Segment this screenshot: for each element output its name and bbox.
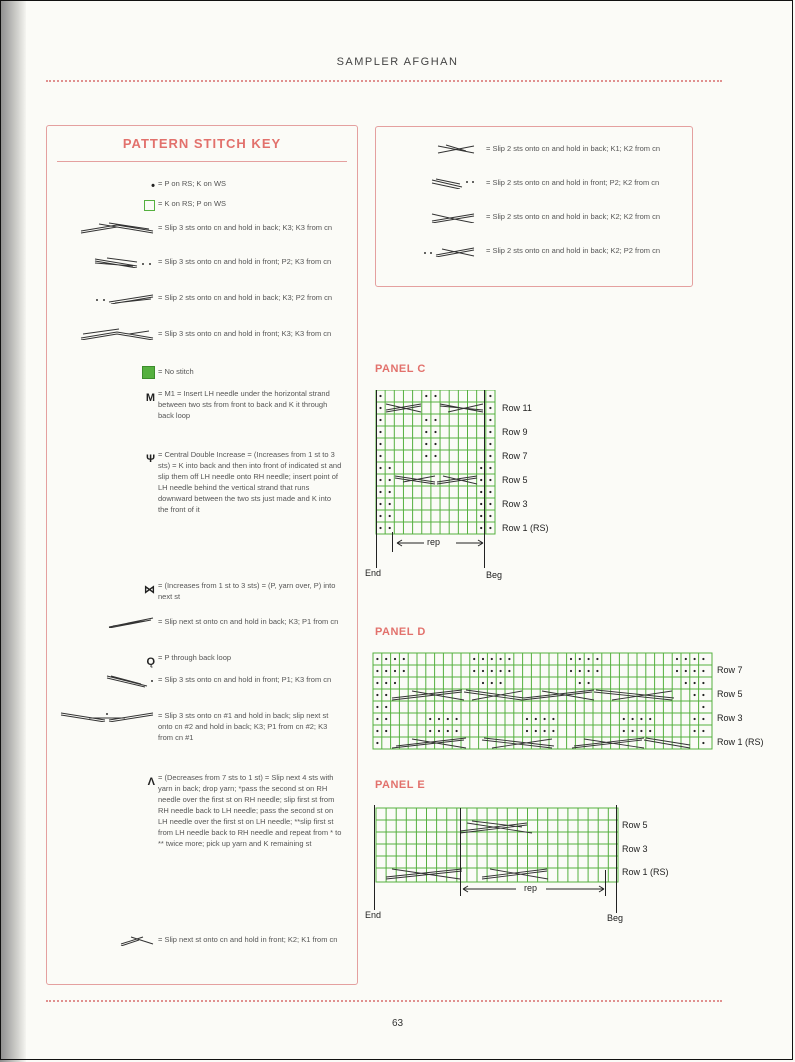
panel-e-rep-right — [605, 870, 606, 896]
panel-d-row-label: Row 5 — [717, 689, 743, 699]
cable-icon — [376, 245, 476, 257]
panel-c-title: PANEL C — [375, 363, 426, 375]
cable-key-continued — [375, 126, 693, 287]
key-item-text: = Slip 3 sts onto cn and hold in front; K3; K3 from cn — [158, 329, 332, 338]
panel-d-row-label: Row 7 — [717, 665, 743, 675]
panel-c-rep-left — [392, 532, 393, 552]
panel-e-end-line — [374, 805, 375, 910]
cable-icon — [47, 292, 155, 304]
panel-e-title: PANEL E — [375, 779, 426, 791]
key-item-text: = Slip next st onto cn and hold in back; K3; P1 from cn — [158, 617, 339, 626]
page-number: 63 — [391, 1018, 404, 1029]
key-item-text: = P on RS; K on WS — [158, 179, 227, 188]
top-dotted-rule — [46, 80, 722, 82]
key-item-text: = Slip 3 sts onto cn #1 and hold in back; slip next st onto cn #2 and hold in back; K3; P1 from cn #2; K3 from cn #1 — [158, 711, 329, 742]
panel-e-row-label: Row 1 (RS) — [622, 867, 669, 877]
panel-c-row-label: Row 5 — [502, 475, 528, 485]
panel-d-row-label: Row 1 (RS) — [717, 737, 764, 747]
key-item-text: = (Decreases from 7 sts to 1 st) = Slip next 4 sts with yarn in back; drop yarn; *pass the second st on RH needle over the first st on RH needle; slip first st from RH needle back to LH needle; pass the second st on LH needle over the first st on LH needle; **slip first st from LH needle back to RH needle and repeat from * to ** twice more; pick up yarn and K remaining st — [158, 773, 342, 848]
panel-d-chart — [372, 652, 714, 750]
panel-e-end-label: End — [365, 910, 382, 920]
m1-icon: M — [145, 392, 155, 404]
panel-e-beg-line — [616, 805, 617, 913]
panel-c-end-line — [376, 390, 377, 568]
pattern-stitch-key — [46, 125, 358, 985]
panel-c-end-label: End — [365, 568, 382, 578]
cable-icon — [376, 143, 476, 155]
key2-item-text: = Slip 2 sts onto cn and hold in back; K2; P2 from cn — [486, 246, 661, 255]
page-header: SAMPLER AFGHAN — [336, 56, 459, 68]
key-item-text: = Central Double Increase = (Increases from 1 st to 3 sts) = K into back and then into front of indicated st and slip them off LH needle onto RH needle; insert point of LH needle behind the vertical strand that runs downward between the two sts just made and K into the front of it — [158, 450, 342, 514]
key-item-text: = No stitch — [158, 367, 194, 376]
key-item-text: = Slip 3 sts onto cn and hold in front; P1; K3 from cn — [158, 675, 332, 684]
key-item-text: = Slip next st onto cn and hold in front; K2; K1 from cn — [158, 935, 338, 944]
panel-d-title: PANEL D — [375, 626, 426, 638]
increase-bobble-icon: ⋈ — [144, 584, 155, 596]
key-item-text: = Slip 2 sts onto cn and hold in back; K3; P2 from cn — [158, 293, 333, 302]
key2-item-text: = Slip 2 sts onto cn and hold in front; P2; K2 from cn — [486, 178, 660, 187]
panel-e-chart — [372, 807, 620, 885]
panel-c-chart — [373, 390, 498, 540]
panel-c-rep-label: rep — [427, 537, 441, 547]
key-item-text: = P through back loop — [158, 653, 232, 662]
panel-e-rep-label: rep — [524, 883, 538, 893]
cable-icon — [47, 222, 155, 234]
key-item-text: = Slip 3 sts onto cn and hold in back; K3; K3 from cn — [158, 223, 333, 232]
cable-icon — [47, 256, 155, 268]
key-title-rule — [57, 161, 347, 162]
purl-tbl-icon: Ǫ — [146, 656, 155, 668]
cable-icon — [47, 934, 155, 946]
panel-c-row-label: Row 11 — [502, 403, 532, 413]
cable-icon — [47, 710, 155, 722]
cable-icon — [376, 177, 476, 189]
panel-e-beg-label: Beg — [607, 913, 624, 923]
knit-square-icon — [47, 198, 155, 216]
panel-c-row-label: Row 3 — [502, 499, 528, 509]
no-stitch-icon — [47, 366, 155, 384]
panel-d-row-label: Row 3 — [717, 713, 743, 723]
panel-e-row-label: Row 5 — [622, 820, 648, 830]
panel-c-row-label: Row 7 — [502, 451, 528, 461]
panel-c-beg-line — [484, 390, 485, 568]
cable-icon — [376, 211, 476, 223]
cable-icon — [47, 328, 155, 340]
panel-e-rep-left — [460, 808, 461, 896]
key-title: PATTERN STITCH KEY — [122, 136, 282, 151]
bottom-dotted-rule — [46, 1000, 722, 1002]
key-item-text: = (Increases from 1 st to 3 sts) = (P, yarn over, P) into next st — [158, 581, 336, 601]
key-item-text: = M1 = Insert LH needle under the horizontal strand between two sts from front to back and K it through back loop — [158, 389, 330, 420]
key-item-text: = Slip 3 sts onto cn and hold in front; P2; K3 from cn — [158, 257, 332, 266]
purl-dot-icon: • — [151, 180, 155, 192]
key2-item-text: = Slip 2 sts onto cn and hold in back; K2; K2 from cn — [486, 212, 661, 221]
key-item-text: = K on RS; P on WS — [158, 199, 227, 208]
panel-c-beg-label: Beg — [486, 570, 503, 580]
decrease-icon: Λ — [147, 776, 155, 788]
central-double-increase-icon: Ψ — [146, 453, 155, 465]
panel-c-row-label: Row 9 — [502, 427, 528, 437]
key2-item-text: = Slip 2 sts onto cn and hold in back; K1; K2 from cn — [486, 144, 661, 153]
cable-icon — [47, 616, 155, 628]
panel-c-row-label: Row 1 (RS) — [502, 523, 549, 533]
panel-e-row-label: Row 3 — [622, 844, 648, 854]
cable-icon — [47, 674, 155, 688]
